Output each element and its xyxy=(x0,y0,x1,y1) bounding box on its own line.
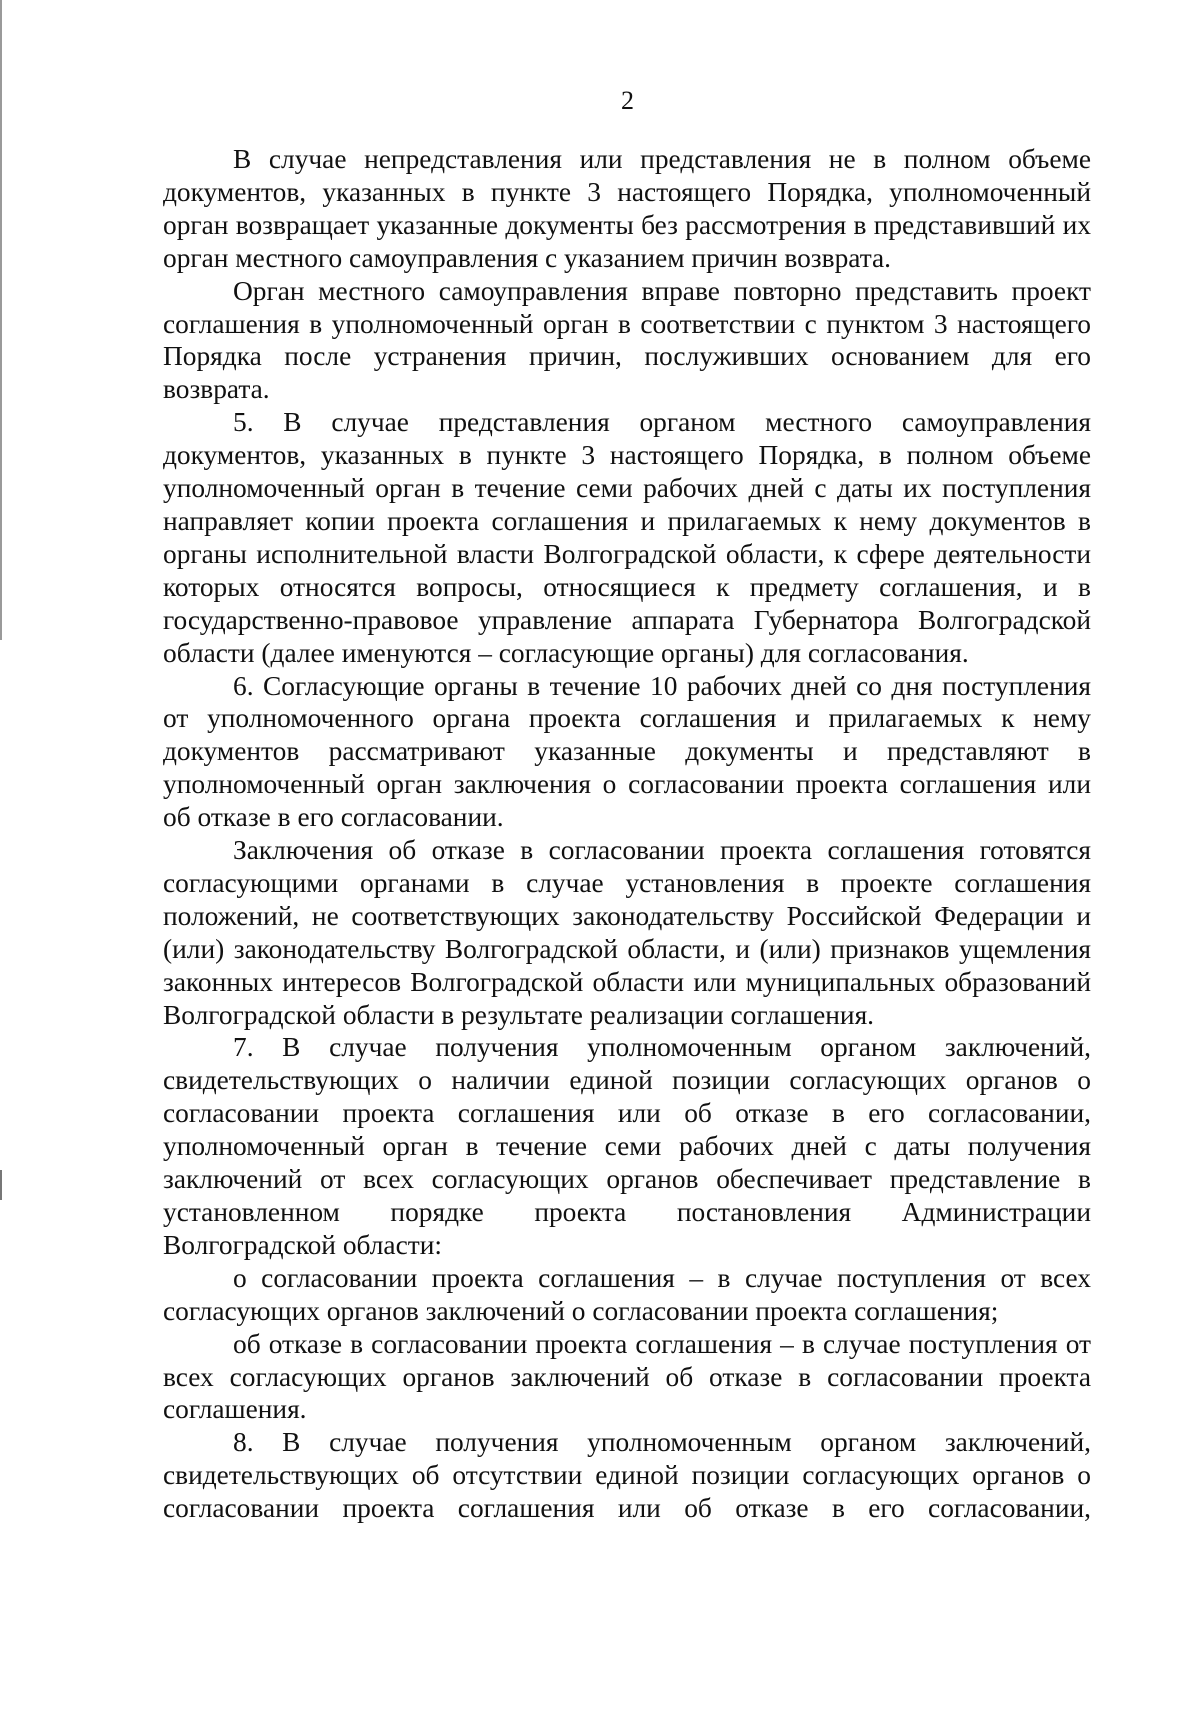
page-number: 2 xyxy=(621,86,634,115)
paragraph: о согласовании проекта соглашения – в случае поступления от всех согласующих органов заключений о согласовании проекта соглашения; xyxy=(163,1262,1091,1326)
paragraph: Заключения об отказе в согласовании проекта соглашения готовятся согласующими органами в случае установления в проекте соглашения положений, не соответствующих законодательству Российской Федерации и (или) законодательству Волгоградской области, и (или) признаков ущемления законных интересов Волгоградской области или муниципальных образований Волгоградской области в результате реализации соглашения. xyxy=(163,835,1091,1030)
paragraph: 8. В случае получения уполномоченным органом заключений, свидетельствующих об отсутствии единой позиции согласующих органов о согласовании проекта соглашения или об отказе в его согласовании, xyxy=(163,1427,1091,1524)
paragraph: 5. В случае представления органом местного самоуправления документов, указанных в пункте 3 настоящего Порядка, в полном объеме уполномоченный орган в течение семи рабочих дней с даты их поступления направляет копии проекта соглашения и прилагаемых к нему документов в органы исполнительной власти Волгоградской области, к сфере деятельности которых относятся вопросы, относящиеся к предмету соглашения, и в государственно-правовое управление аппарата Губернатора Волгоградской области (далее именуются – согласующие органы) для согласования. xyxy=(163,407,1091,668)
paragraph: В случае непредставления или представления не в полном объеме документов, указанных в пункте 3 настоящего Порядка, уполномоченный орган возвращает указанные документы без рассмотрения в представивший их орган местного самоуправления с указанием причин возврата. xyxy=(163,144,1091,273)
document-body xyxy=(163,143,1091,1525)
scan-edge-mark xyxy=(0,1170,2,1200)
paragraph: 7. В случае получения уполномоченным органом заключений, свидетельствующих о наличии единой позиции согласующих органов о согласовании проекта соглашения или об отказе в его согласовании, уполномоченный орган в течение семи рабочих дней с даты получения заключений от всех согласующих органов обеспечивает представление в установленном порядке проекта постановления Администрации Волгоградской области: xyxy=(163,1032,1091,1260)
paragraph: 6. Согласующие органы в течение 10 рабочих дней со дня поступления от уполномоченного органа проекта соглашения и прилагаемых к нему документов рассматривают указанные документы и представляют в уполномоченный орган заключения о согласовании проекта соглашения или об отказе в его согласовании. xyxy=(163,670,1091,833)
paragraph: Орган местного самоуправления вправе повторно представить проект соглашения в уполномоченный орган в соответствии с пунктом 3 настоящего Порядка после устранения причин, послуживших основанием для его возврата. xyxy=(163,275,1091,405)
paragraph: об отказе в согласовании проекта соглашения – в случае поступления от всех согласующих органов заключений об отказе в согласовании проекта соглашения. xyxy=(163,1328,1091,1425)
